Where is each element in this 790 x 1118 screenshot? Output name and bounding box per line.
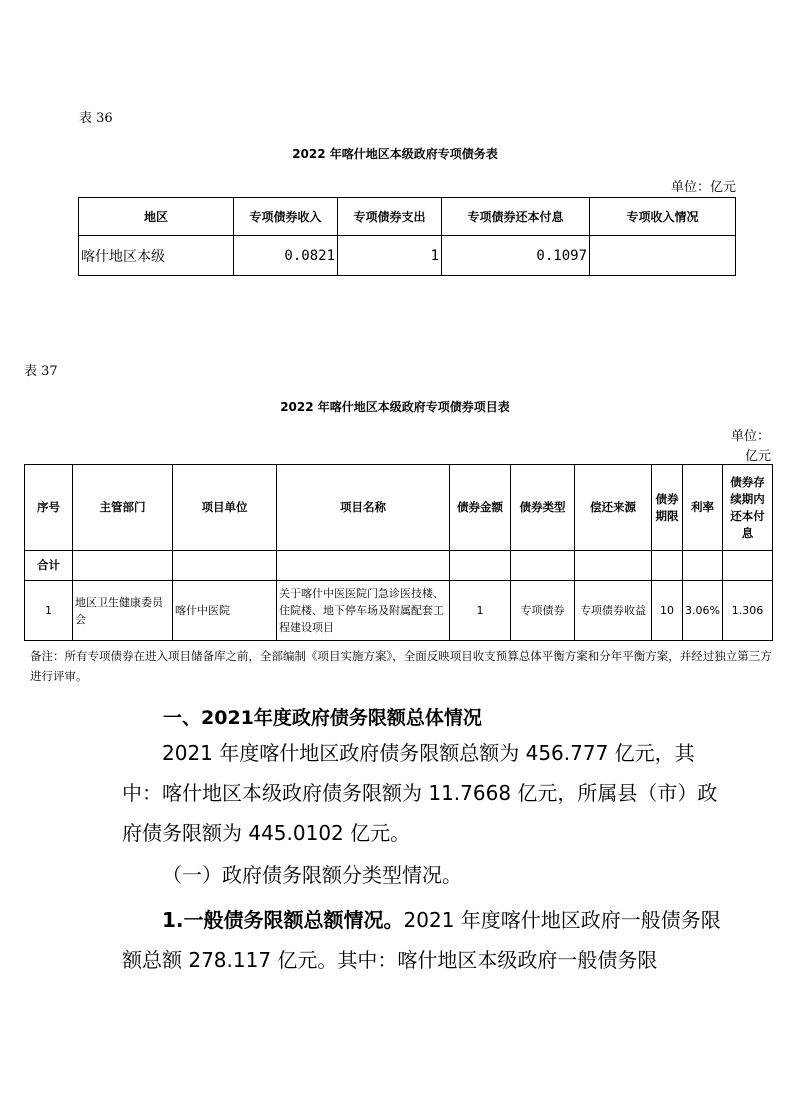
table37-header: 主管部门 xyxy=(73,465,173,551)
table37 xyxy=(24,464,773,641)
table37-header: 利率 xyxy=(683,465,723,551)
table37-header-row xyxy=(25,465,773,551)
table-row xyxy=(25,581,773,641)
table37-cell: 专项债券 xyxy=(511,581,575,641)
table37-label: 表 37 xyxy=(24,364,58,379)
table36-header: 地区 xyxy=(79,198,234,236)
table37-cell: 10 xyxy=(652,581,683,641)
table37-header: 序号 xyxy=(25,465,73,551)
table36-label: 表 36 xyxy=(79,111,113,126)
table36-title: 2022 年喀什地区本级政府专项债务表 xyxy=(292,147,498,161)
total-label: 合计 xyxy=(25,551,73,581)
table36-cell xyxy=(590,236,736,276)
table36-cell: 喀什地区本级 xyxy=(79,236,234,276)
table37-cell: 1.306 xyxy=(723,581,773,641)
table37-header: 债券类型 xyxy=(511,465,575,551)
table36-header-row xyxy=(79,198,736,236)
table37-cell: 地区卫生健康委员会 xyxy=(73,581,173,641)
table37-title: 2022 年喀什地区本级政府专项债券项目表 xyxy=(280,400,510,414)
table36-cell: 0.0821 xyxy=(234,236,338,276)
table37-unit: 单位： xyxy=(730,429,770,444)
table36-header: 专项债券还本付息 xyxy=(442,198,590,236)
table37-header: 项目单位 xyxy=(173,465,277,551)
table37-unit-2: 亿元 xyxy=(744,449,771,464)
table36-unit: 单位：亿元 xyxy=(670,180,736,195)
table36-header: 专项收入情况 xyxy=(590,198,736,236)
table36-cell: 1 xyxy=(338,236,442,276)
paragraph-general-debt-text: 2021 年度喀什地区政府一般债务限额总额 278.117 亿元。其中：喀什地区本级政府一般债务限 xyxy=(122,908,721,972)
table36-cell: 0.1097 xyxy=(442,236,590,276)
table37-cell: 专项债券收益 xyxy=(575,581,652,641)
table37-header: 债券期限 xyxy=(652,465,683,551)
table36-header: 专项债券收入 xyxy=(234,198,338,236)
table37-total-row xyxy=(25,551,773,581)
table-row xyxy=(79,236,736,276)
paragraph-subheading: （一）政府债务限额分类型情况。 xyxy=(162,863,462,887)
table37-cell: 1 xyxy=(450,581,511,641)
table36-header: 专项债券支出 xyxy=(338,198,442,236)
table37-header: 债券金额 xyxy=(450,465,511,551)
paragraph-limit-total: 2021 年度喀什地区政府债务限额总额为 456.777 亿元，其中：喀什地区本级政府债务限额为 11.7668 亿元，所属县（市）政府债务限额为 445.0102 亿元。 xyxy=(122,741,718,845)
table36 xyxy=(78,197,736,276)
section-heading: 一、2021年度政府债务限额总体情况 xyxy=(163,707,482,729)
table37-note: 备注：所有专项债券在进入项目储备库之前，全部编制《项目实施方案》，全面反映项目收支预算总体平衡方案和分年平衡方案，并经过独立第三方进行评审。 xyxy=(30,649,772,683)
paragraph-general-debt xyxy=(122,900,722,980)
paragraph-bold-lead: 1.一般债务限额总额情况。 xyxy=(162,908,404,932)
table37-cell: 1 xyxy=(25,581,73,641)
table37-cell: 关于喀什中医医院门急诊医技楼、住院楼、地下停车场及附属配套工程建设项目 xyxy=(277,581,450,641)
table37-cell: 3.06% xyxy=(683,581,723,641)
table37-header: 债券存续期内还本付息 xyxy=(723,465,773,551)
table37-header: 项目名称 xyxy=(277,465,450,551)
table37-header: 偿还来源 xyxy=(575,465,652,551)
table37-cell: 喀什中医院 xyxy=(173,581,277,641)
